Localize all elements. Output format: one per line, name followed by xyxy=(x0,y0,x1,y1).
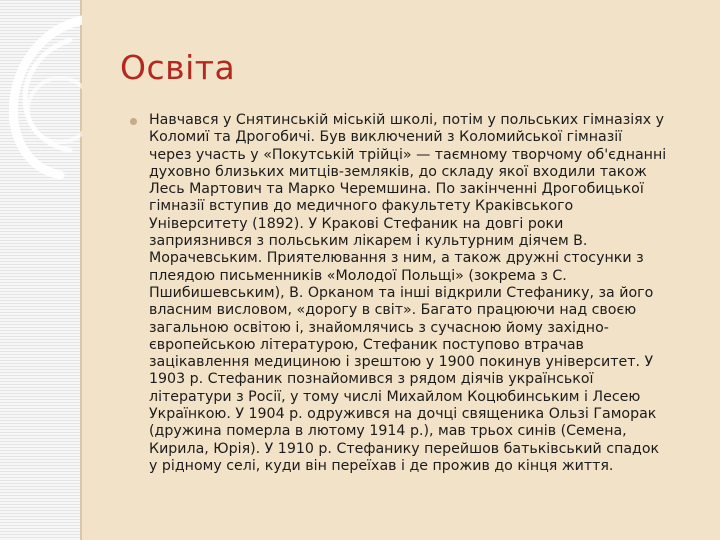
decorative-swirl xyxy=(0,0,82,540)
slide-title: Освіта xyxy=(120,48,236,87)
bullet-item xyxy=(130,112,705,475)
body-text: Навчався у Снятинській міській школі, потім у польських гімназіях у Коломиї та Дрогобичі. Був виключений з Коломийської гімназії через участь у «Покутській трійці» — таємному творчому об'єднанні духовно близьких митців-земляків, до складу якої входили також Лесь Мартович та Марко Черемшина. По закінченні Дрогобицької гімназії вступив до медичного факультету Краківського Університету (1892). У Кракові Стефаник на довгі роки заприязнився з польським лікарем і культурним діячем В. Морачевським. Приятелювання з ним, а також дружні стосунки з плеядою письменників «Молодої Польщі» (зокрема з С. Пшибишевським), В. Орканом та інші відкрили Стефанику, за його власним висловом, «дорогу в світ». Багато працюючи над своєю загальною освітою і, знайомлячись з сучасною йому західно- європейською літературою, Стефаник поступово втрачав зацікавлення медициною і зрештою у 1900 покинув університет. У 1903 р. Стефаник познайомився з рядом діячів української літератури з Росії, у тому числі Михайлом Коцюбинським і Лесею Українкою. У 1904 р. одружився на дочці священика Ользі Гаморак (дружина померла в лютому 1914 р.), мав трьох синів (Семена, Кирила, Юрія). У 1910 р. Стефанику перейшов батьківський спадок у рідному селі, куди він переїхав і де прожив до кінця життя. xyxy=(149,112,667,474)
bullet-dot-icon xyxy=(130,118,137,125)
